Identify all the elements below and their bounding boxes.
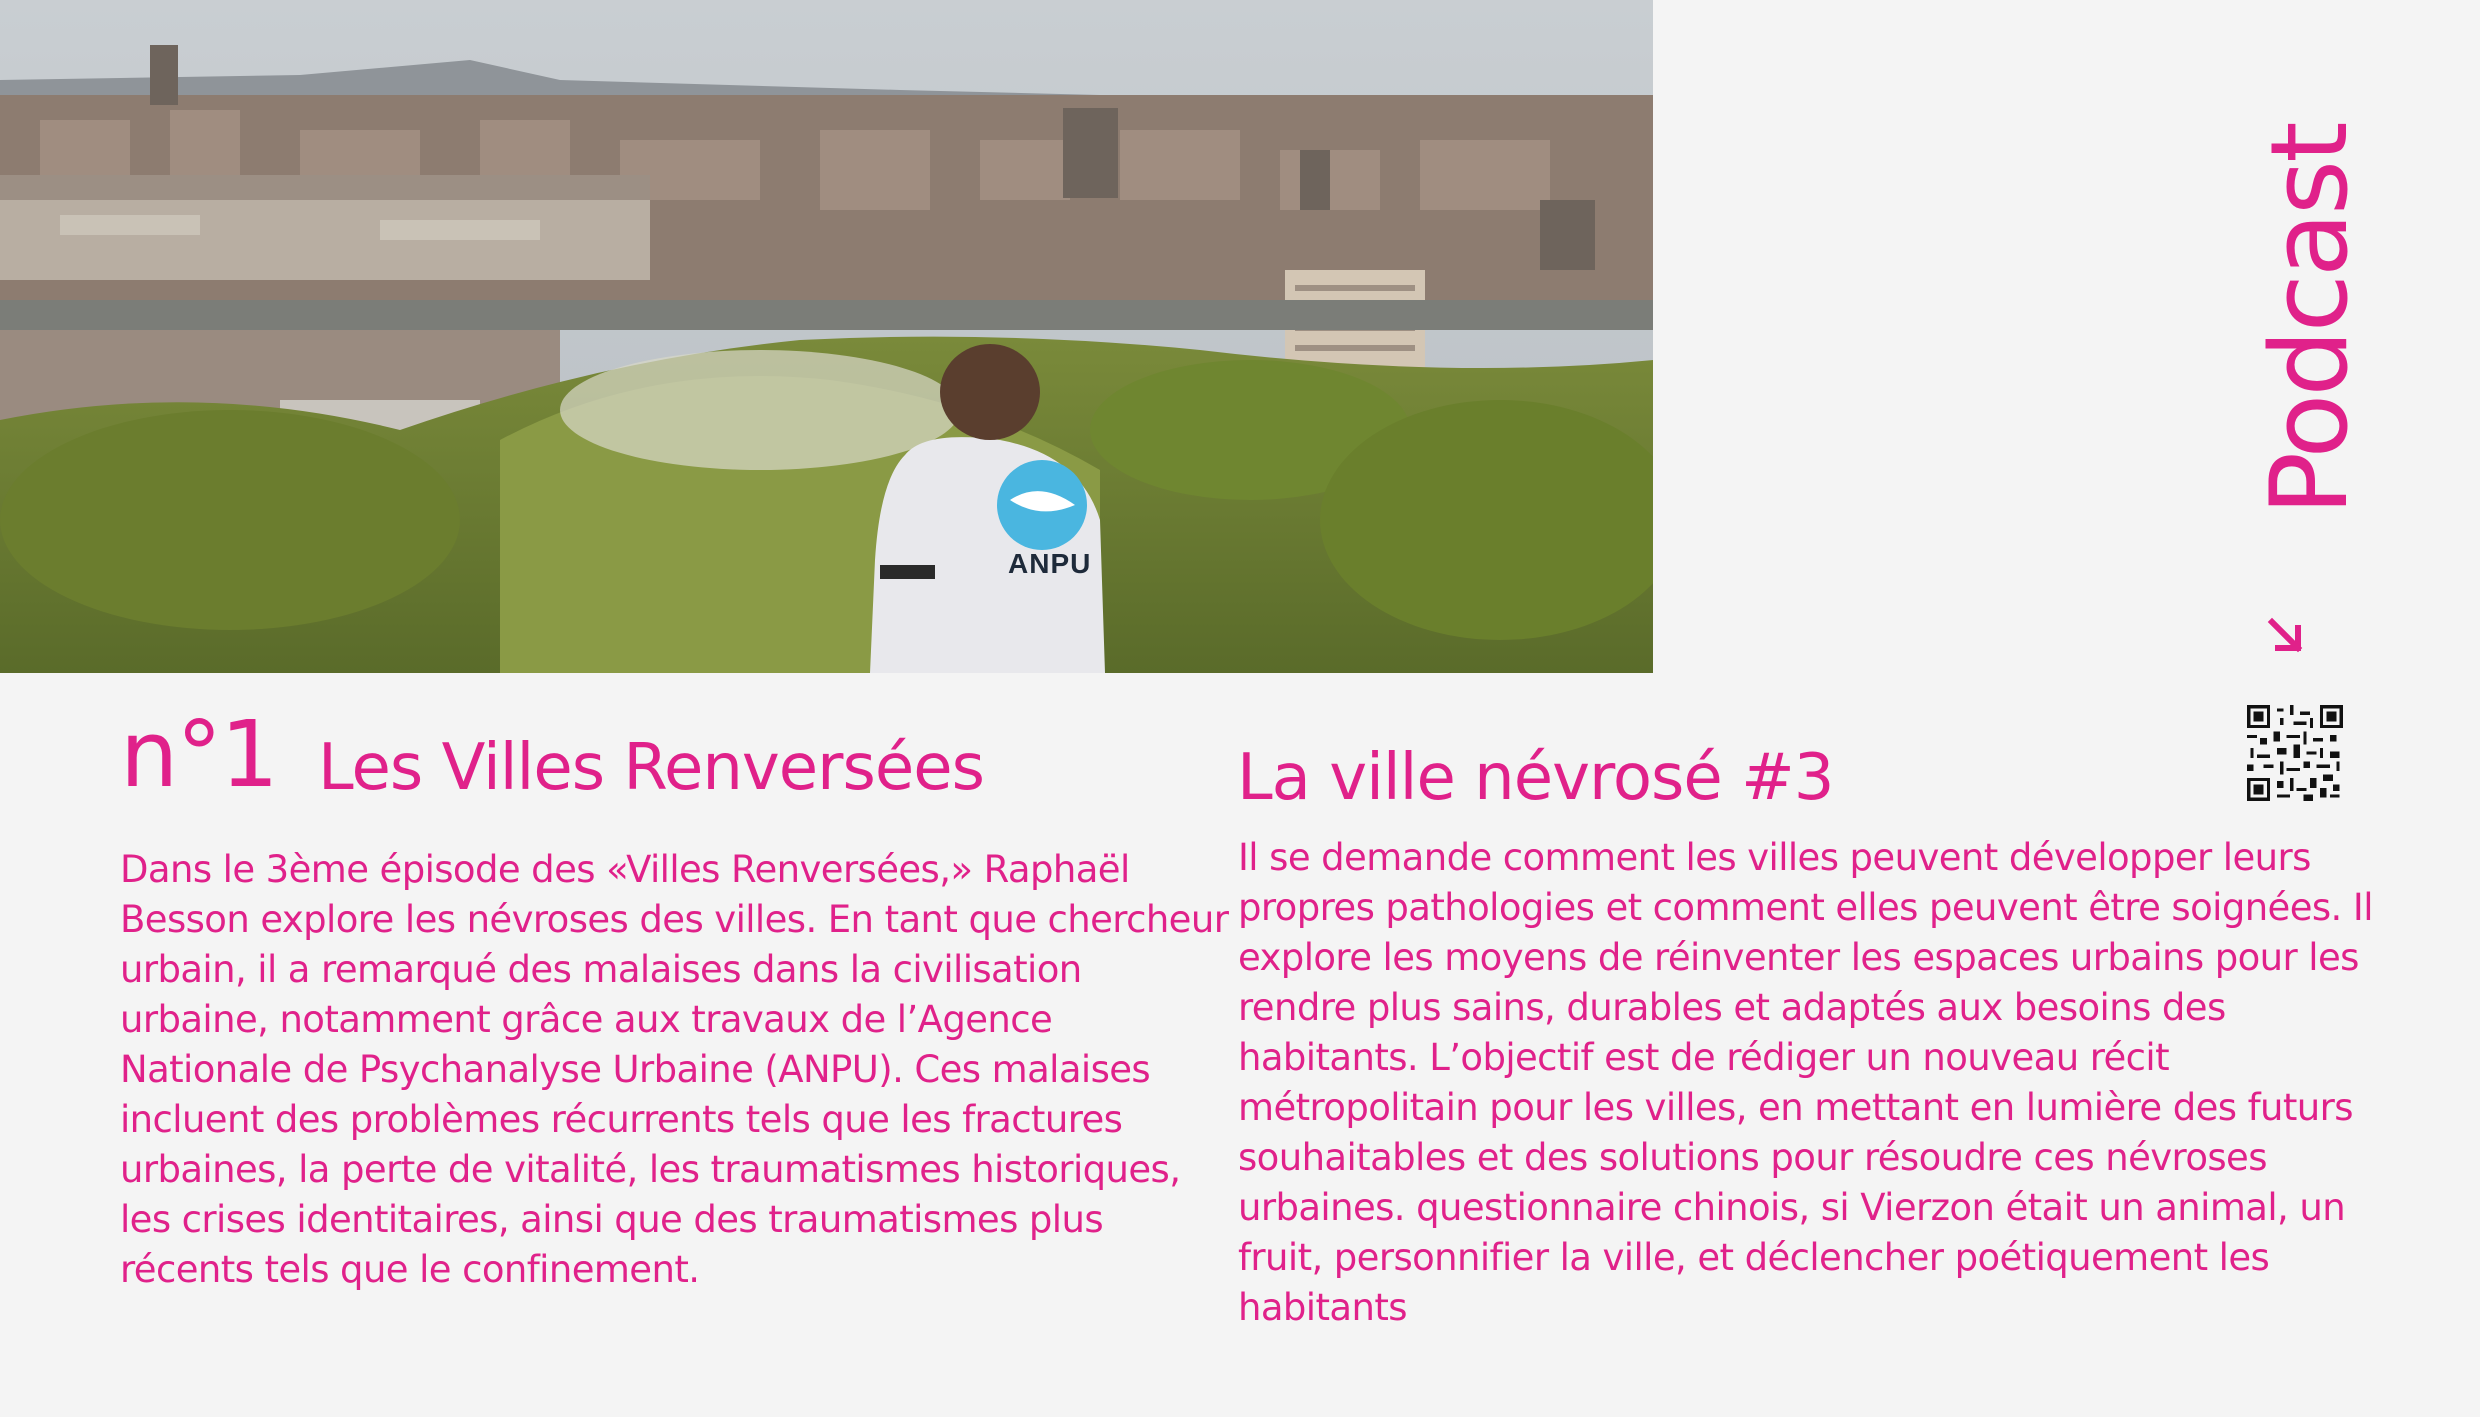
episode-number: n°1 — [120, 701, 277, 808]
episode-description-right: Il se demande comment les villes peuvent développer leurs propres pathologies et comment elles peuvent être soignées. Il explore les moyens de réinventer les espaces urbains pour les rendre plus sains, durables et adaptés aux besoins des habitants. L’objectif est de rédiger un nouveau récit métropolitain pour les villes, en mettant en lumière des futurs souhaitables et des solutions pour résoudre ces névroses urbaines. questionnaire chinois, si Vierzon était un animal, un fruit, personnifier la ville, et déclencher poétiquement les habitants — [1238, 836, 2373, 1329]
qr-code-icon[interactable] — [2247, 705, 2343, 801]
jacket-logo-text: ANPU — [1008, 548, 1092, 579]
podcast-label[interactable]: Podcast — [2248, 124, 2371, 516]
series-title: Les Villes Renversées — [318, 731, 984, 805]
city-landscape-image — [0, 0, 1653, 673]
episode-description-left: Dans le 3ème épisode des «Villes Renversées,» Raphaël Besson explore les névroses des villes. En tant que chercheur urbain, il a remarqué des malaises dans la civilisation urbaine, notamment grâce aux travaux de l’Agence Nationale de Psychanalyse Urbaine (ANPU). Ces malaises incluent des problèmes récurrents tels que les fractures urbaines, la perte de vitalité, les traumatismes historiques, les crises identitaires, ainsi que des traumatismes plus récents tels que le confinement. — [120, 848, 1229, 1291]
hero-photo — [0, 0, 1653, 673]
arrow-down-right-icon[interactable] — [2266, 608, 2306, 660]
episode-title: La ville névrosé #3 — [1237, 741, 1834, 815]
podcast-label-container[interactable] — [2248, 124, 2371, 600]
